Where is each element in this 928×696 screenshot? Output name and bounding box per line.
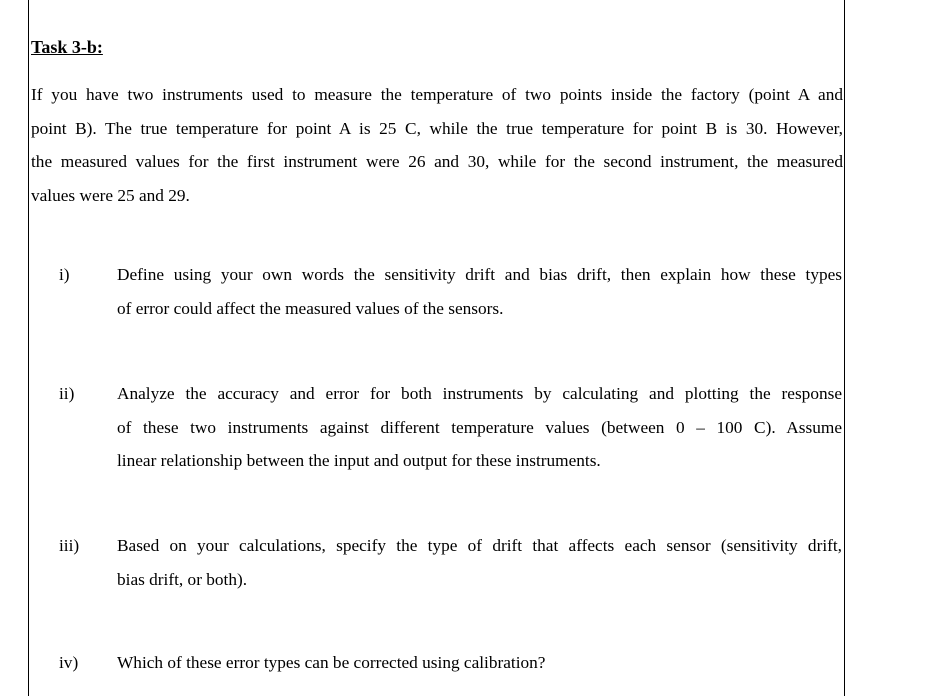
question-line: Define using your own words the sensitivity drift and bias drift, then explain how these types xyxy=(117,265,842,284)
question-number: ii) xyxy=(59,384,75,403)
intro-line: If you have two instruments used to measure the temperature of two points inside the factory (point A and xyxy=(31,85,843,104)
question-text xyxy=(117,377,842,478)
question-line: Which of these error types can be corrected using calibration? xyxy=(117,653,546,672)
question-number: i) xyxy=(59,265,70,284)
task-intro-paragraph xyxy=(31,78,843,212)
question-line: bias drift, or both). xyxy=(117,569,248,589)
question-text xyxy=(117,529,842,596)
question-line: Based on your calculations, specify the type of drift that affects each sensor (sensitivity drift, xyxy=(117,536,842,555)
question-line: linear relationship between the input and output for these instruments. xyxy=(117,451,601,470)
task-title: Task 3-b: xyxy=(31,37,103,57)
question-number: iv) xyxy=(59,653,79,672)
intro-line: values were 25 and 29. xyxy=(31,185,190,205)
question-text xyxy=(117,646,842,680)
question-line: Analyze the accuracy and error for both instruments by calculating and plotting the response xyxy=(117,384,842,403)
question-line: of these two instruments against different temperature values (between 0 – 100 C). Assume xyxy=(117,417,842,437)
question-line: of error could affect the measured values of the sensors. xyxy=(117,298,504,318)
question-number: iii) xyxy=(59,536,80,555)
intro-line: point B). The true temperature for point A is 25 C, while the true temperature for point B is 30. However, xyxy=(31,118,843,138)
intro-line: the measured values for the first instrument were 26 and 30, while for the second instrument, the measured xyxy=(31,152,843,171)
question-text xyxy=(117,258,842,325)
